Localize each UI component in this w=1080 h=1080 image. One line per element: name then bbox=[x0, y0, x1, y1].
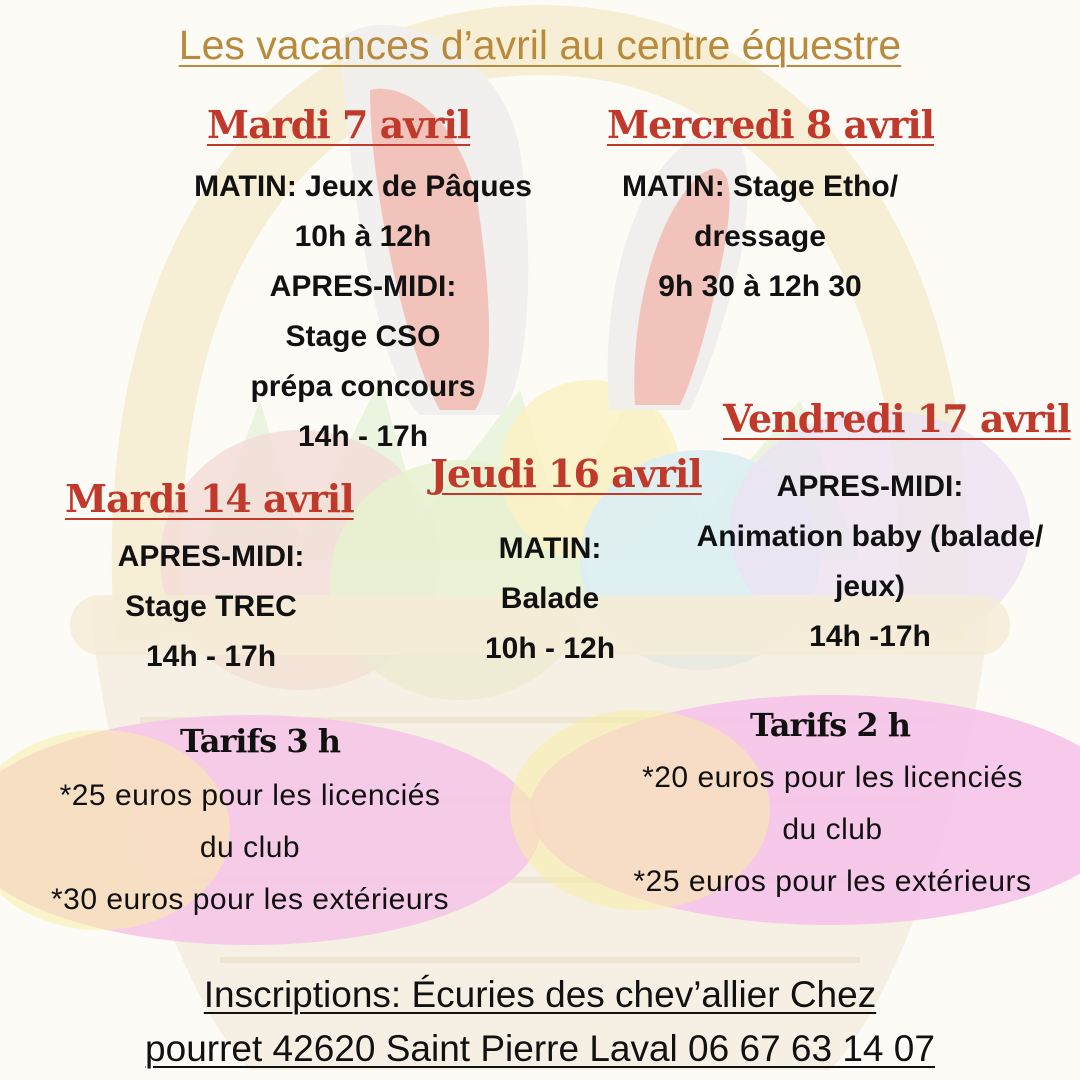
day-heading-mercredi-8: Mercredi 8 avril bbox=[607, 102, 935, 147]
day-details-mardi-14 bbox=[70, 532, 352, 682]
schedule-line: dressage bbox=[694, 220, 826, 253]
price-line: du club bbox=[782, 813, 883, 846]
schedule-line: 14h - 17h bbox=[297, 420, 429, 453]
tarif-3h-prices bbox=[0, 770, 500, 926]
schedule-line: 9h 30 à 12h 30 bbox=[658, 270, 862, 303]
registration-line-1: Inscriptions: Écuries des chev’allier Chez bbox=[203, 974, 877, 1015]
day-heading-mardi-7: Mardi 7 avril bbox=[207, 102, 471, 147]
schedule-line: Balade bbox=[500, 582, 600, 615]
day-details-jeudi-16 bbox=[450, 524, 650, 674]
price-line: *20 euros pour les licenciés bbox=[642, 761, 1023, 794]
schedule-line: 10h - 12h bbox=[484, 632, 616, 665]
schedule-line: 14h - 17h bbox=[145, 640, 277, 673]
schedule-line: MATIN: Jeux de Pâques bbox=[194, 170, 532, 203]
price-line: *25 euros pour les extérieurs bbox=[633, 865, 1032, 898]
schedule-line: MATIN: bbox=[498, 532, 602, 565]
price-line: du club bbox=[199, 831, 301, 864]
tarif-2h-heading: Tarifs 2 h bbox=[749, 706, 911, 744]
schedule-line: APRES-MIDI: bbox=[776, 470, 964, 503]
schedule-line: 14h -17h bbox=[809, 620, 931, 653]
price-line: *25 euros pour les licenciés bbox=[59, 779, 441, 812]
page-title: Les vacances d’avril au centre équestre bbox=[178, 22, 902, 68]
day-details-vendredi-17 bbox=[660, 462, 1080, 662]
registration-line-2: pourret 42620 Saint Pierre Laval 06 67 63 14 07 bbox=[145, 1028, 935, 1069]
day-details-mardi-7 bbox=[150, 162, 576, 462]
schedule-line: APRES-MIDI: bbox=[117, 540, 305, 573]
schedule-line: prépa concours bbox=[250, 370, 476, 403]
schedule-line: jeux) bbox=[834, 570, 906, 603]
schedule-line: 10h à 12h bbox=[294, 220, 432, 253]
day-heading-mardi-14: Mardi 14 avril bbox=[65, 476, 354, 521]
day-details-mercredi-8 bbox=[580, 162, 940, 312]
schedule-line: MATIN: Stage Etho/ bbox=[621, 170, 899, 203]
schedule-line: Stage TREC bbox=[125, 590, 297, 623]
tarif-3h-heading: Tarifs 3 h bbox=[179, 722, 341, 760]
price-line: *30 euros pour les extérieurs bbox=[50, 883, 450, 916]
schedule-line: Animation baby (balade/ bbox=[696, 520, 1044, 553]
day-heading-jeudi-16: Jeudi 16 avril bbox=[430, 451, 702, 496]
day-heading-vendredi-17: Vendredi 17 avril bbox=[723, 396, 1071, 441]
tarif-2h-prices bbox=[585, 752, 1080, 908]
registration-info bbox=[0, 968, 1080, 1076]
schedule-line: APRES-MIDI: bbox=[269, 270, 457, 303]
schedule-line: Stage CSO bbox=[285, 320, 441, 353]
